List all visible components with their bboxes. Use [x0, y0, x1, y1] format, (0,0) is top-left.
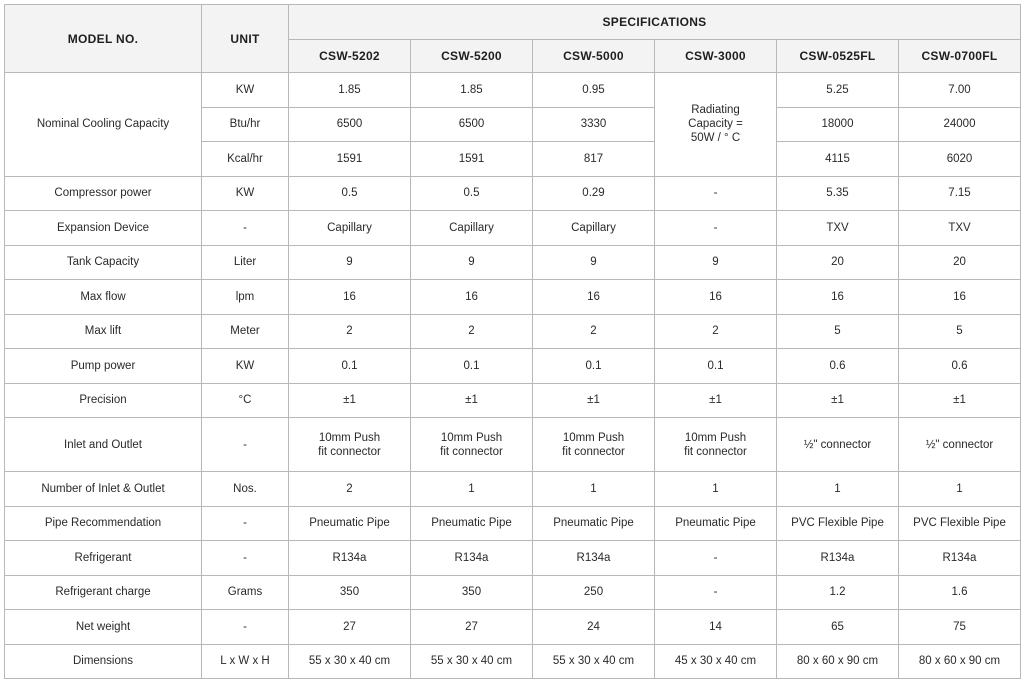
value-text: 2	[468, 325, 475, 338]
row-label: Pump power	[5, 349, 202, 384]
value-cell	[289, 418, 411, 472]
value-cell	[533, 644, 655, 679]
value-cell	[777, 383, 899, 418]
value-cell: 6020	[899, 142, 1021, 177]
value-text: 2	[346, 325, 353, 338]
value-cell	[899, 280, 1021, 315]
row-label: Net weight	[5, 610, 202, 645]
value-cell: 6500	[411, 107, 533, 142]
table-row	[5, 610, 1021, 645]
value-cell	[289, 211, 411, 246]
value-text: ½" connector	[803, 438, 872, 451]
table-row	[5, 472, 1021, 507]
value-cell	[899, 211, 1021, 246]
value-text: 2	[346, 482, 353, 495]
value-text: 0.1	[463, 359, 480, 372]
value-cell	[655, 280, 777, 315]
table-row	[5, 73, 1021, 108]
value-text: ±1	[343, 394, 356, 407]
unit-cell: -	[202, 541, 289, 576]
value-text: -	[713, 187, 718, 200]
value-text: PVC Flexible Pipe	[913, 517, 1006, 530]
value-cell	[411, 418, 533, 472]
model-header: CSW-0700FL	[899, 40, 1021, 73]
value-cell	[777, 506, 899, 541]
value-text: 14	[709, 620, 722, 633]
value-text: 16	[587, 290, 600, 303]
value-text: 350	[461, 586, 482, 599]
value-cell: 3330	[533, 107, 655, 142]
value-cell	[533, 418, 655, 472]
row-label: Number of Inlet & Outlet	[5, 472, 202, 507]
table-row	[5, 575, 1021, 610]
unit-cell: -	[202, 506, 289, 541]
value-cell	[533, 610, 655, 645]
value-cell	[533, 211, 655, 246]
value-cell	[411, 349, 533, 384]
table-row	[5, 506, 1021, 541]
value-text: R134a	[454, 551, 489, 564]
value-text: Pneumatic Pipe	[553, 517, 634, 530]
value-text: R134a	[576, 551, 611, 564]
value-cell	[289, 176, 411, 211]
value-text: 7.15	[948, 187, 971, 200]
value-text: TXV	[948, 221, 971, 234]
value-cell	[533, 245, 655, 280]
unit-cell: -	[202, 610, 289, 645]
table-row	[5, 418, 1021, 472]
model-header: CSW-0525FL	[777, 40, 899, 73]
value-cell	[533, 176, 655, 211]
value-cell	[655, 506, 777, 541]
value-cell	[289, 280, 411, 315]
value-cell: 1591	[411, 142, 533, 177]
value-text: ±1	[587, 394, 600, 407]
radiating-capacity-text: Radiating Capacity = 50W / ° C	[688, 104, 743, 145]
value-cell	[655, 418, 777, 472]
value-text: -	[713, 221, 718, 234]
value-cell	[655, 472, 777, 507]
value-cell: 817	[533, 142, 655, 177]
value-text: 24	[587, 620, 600, 633]
specifications-table	[4, 4, 1021, 679]
value-text: 20	[831, 256, 844, 269]
value-cell	[289, 506, 411, 541]
unit-cell: L x W x H	[202, 644, 289, 679]
table-row	[5, 383, 1021, 418]
value-cell	[655, 314, 777, 349]
value-cell	[899, 418, 1021, 472]
value-cell	[655, 211, 777, 246]
unit-cell: -	[202, 418, 289, 472]
specifications-header: SPECIFICATIONS	[289, 5, 1021, 40]
row-label: Inlet and Outlet	[5, 418, 202, 472]
model-header: CSW-5202	[289, 40, 411, 73]
value-text: 5	[956, 325, 963, 338]
value-cell	[777, 176, 899, 211]
value-cell	[411, 610, 533, 645]
unit-header: UNIT	[202, 5, 289, 73]
value-cell	[899, 610, 1021, 645]
radiating-capacity-cell	[655, 73, 777, 177]
unit-cell: KW	[202, 176, 289, 211]
value-cell	[777, 280, 899, 315]
value-text: 1	[590, 482, 597, 495]
unit-cell: KW	[202, 73, 289, 108]
value-text: R134a	[332, 551, 367, 564]
model-header: CSW-5200	[411, 40, 533, 73]
value-text: 10mm Push fit connector	[684, 431, 747, 458]
value-cell: 1591	[289, 142, 411, 177]
value-cell	[411, 245, 533, 280]
header-row-top	[5, 5, 1021, 40]
table-row	[5, 245, 1021, 280]
value-cell	[289, 314, 411, 349]
value-text: PVC Flexible Pipe	[791, 517, 884, 530]
value-cell: 1.85	[411, 73, 533, 108]
value-cell	[289, 644, 411, 679]
value-text: -	[713, 551, 718, 564]
value-cell	[777, 644, 899, 679]
value-text: 1	[712, 482, 719, 495]
value-text: 75	[953, 620, 966, 633]
value-text: ±1	[465, 394, 478, 407]
value-text: R134a	[942, 551, 977, 564]
value-cell	[777, 472, 899, 507]
table-row	[5, 349, 1021, 384]
value-text: 9	[712, 256, 719, 269]
value-cell	[899, 472, 1021, 507]
value-text: 2	[712, 325, 719, 338]
value-cell	[655, 176, 777, 211]
unit-cell: Nos.	[202, 472, 289, 507]
value-cell	[899, 314, 1021, 349]
value-text: 1	[834, 482, 841, 495]
value-text: ±1	[709, 394, 722, 407]
value-text: ½" connector	[925, 438, 994, 451]
model-header: CSW-5000	[533, 40, 655, 73]
row-label: Dimensions	[5, 644, 202, 679]
value-cell	[533, 314, 655, 349]
value-cell	[289, 349, 411, 384]
row-label: Compressor power	[5, 176, 202, 211]
value-text: 5	[834, 325, 841, 338]
value-cell	[533, 506, 655, 541]
value-cell	[777, 418, 899, 472]
value-text: 27	[343, 620, 356, 633]
value-cell	[411, 506, 533, 541]
value-text: 65	[831, 620, 844, 633]
value-text: 0.1	[341, 359, 358, 372]
value-text: 80 x 60 x 90 cm	[918, 655, 1001, 668]
value-cell	[289, 610, 411, 645]
value-cell	[655, 383, 777, 418]
row-label: Max flow	[5, 280, 202, 315]
value-text: 2	[590, 325, 597, 338]
value-text: Capillary	[327, 221, 372, 234]
value-cell	[777, 211, 899, 246]
value-text: 1.6	[951, 586, 968, 599]
value-text: 0.1	[585, 359, 602, 372]
value-cell	[777, 575, 899, 610]
value-cell	[655, 610, 777, 645]
row-label: Pipe Recommendation	[5, 506, 202, 541]
value-cell	[411, 575, 533, 610]
value-cell	[899, 541, 1021, 576]
value-cell	[289, 383, 411, 418]
value-text: 0.29	[582, 187, 605, 200]
value-cell	[899, 176, 1021, 211]
value-cell	[411, 176, 533, 211]
value-text: Pneumatic Pipe	[309, 517, 390, 530]
unit-cell: Grams	[202, 575, 289, 610]
value-cell	[655, 644, 777, 679]
value-text: ±1	[953, 394, 966, 407]
value-cell	[655, 349, 777, 384]
value-text: R134a	[820, 551, 855, 564]
row-label: Expansion Device	[5, 211, 202, 246]
value-cell: 5.25	[777, 73, 899, 108]
row-label: Tank Capacity	[5, 245, 202, 280]
value-text: 27	[465, 620, 478, 633]
value-cell	[533, 541, 655, 576]
value-text: 10mm Push fit connector	[562, 431, 625, 458]
row-label: Precision	[5, 383, 202, 418]
value-cell: 6500	[289, 107, 411, 142]
value-cell	[777, 314, 899, 349]
value-text: 0.6	[829, 359, 846, 372]
value-cell	[411, 644, 533, 679]
spec-table-wrapper	[4, 4, 1021, 679]
value-cell	[533, 280, 655, 315]
value-text: ±1	[831, 394, 844, 407]
value-cell	[899, 575, 1021, 610]
value-cell	[411, 211, 533, 246]
value-text: 0.1	[707, 359, 724, 372]
value-cell	[411, 472, 533, 507]
value-cell	[777, 541, 899, 576]
value-cell	[899, 245, 1021, 280]
value-text: Capillary	[571, 221, 616, 234]
value-text: 350	[339, 586, 360, 599]
value-text: 250	[583, 586, 604, 599]
unit-cell: Kcal/hr	[202, 142, 289, 177]
value-cell	[289, 472, 411, 507]
unit-cell: Meter	[202, 314, 289, 349]
value-text: Pneumatic Pipe	[431, 517, 512, 530]
unit-cell: °C	[202, 383, 289, 418]
value-text: 0.5	[463, 187, 480, 200]
value-cell	[411, 314, 533, 349]
table-row	[5, 211, 1021, 246]
value-text: 9	[346, 256, 353, 269]
value-cell	[899, 506, 1021, 541]
table-row	[5, 280, 1021, 315]
value-cell: 1.85	[289, 73, 411, 108]
value-cell	[533, 349, 655, 384]
value-text: 20	[953, 256, 966, 269]
value-cell	[655, 541, 777, 576]
value-text: 55 x 30 x 40 cm	[552, 655, 635, 668]
value-cell	[533, 472, 655, 507]
row-label: Refrigerant	[5, 541, 202, 576]
value-cell	[289, 541, 411, 576]
value-cell: 24000	[899, 107, 1021, 142]
unit-cell: lpm	[202, 280, 289, 315]
value-cell	[289, 245, 411, 280]
model-no-header: MODEL NO.	[5, 5, 202, 73]
value-cell	[899, 644, 1021, 679]
value-text: Capillary	[449, 221, 494, 234]
value-cell	[777, 610, 899, 645]
value-cell	[289, 575, 411, 610]
table-row	[5, 314, 1021, 349]
value-text: 16	[953, 290, 966, 303]
row-label: Refrigerant charge	[5, 575, 202, 610]
value-cell: 4115	[777, 142, 899, 177]
value-text: 9	[468, 256, 475, 269]
value-cell: 7.00	[899, 73, 1021, 108]
value-text: 0.5	[341, 187, 358, 200]
value-text: 55 x 30 x 40 cm	[430, 655, 513, 668]
value-text: -	[713, 586, 718, 599]
value-text: 1	[468, 482, 475, 495]
value-cell	[899, 349, 1021, 384]
unit-cell: Liter	[202, 245, 289, 280]
value-cell	[777, 349, 899, 384]
value-text: 80 x 60 x 90 cm	[796, 655, 879, 668]
row-label: Max lift	[5, 314, 202, 349]
value-text: 16	[465, 290, 478, 303]
unit-cell: KW	[202, 349, 289, 384]
value-cell: 18000	[777, 107, 899, 142]
value-text: 10mm Push fit connector	[440, 431, 503, 458]
value-text: Pneumatic Pipe	[675, 517, 756, 530]
value-text: 1	[956, 482, 963, 495]
model-header: CSW-3000	[655, 40, 777, 73]
table-row	[5, 644, 1021, 679]
value-text: 0.6	[951, 359, 968, 372]
table-row	[5, 176, 1021, 211]
table-row	[5, 541, 1021, 576]
value-text: 45 x 30 x 40 cm	[674, 655, 757, 668]
unit-cell: -	[202, 211, 289, 246]
value-cell	[533, 575, 655, 610]
value-text: 55 x 30 x 40 cm	[308, 655, 391, 668]
value-text: 10mm Push fit connector	[318, 431, 381, 458]
value-cell	[533, 383, 655, 418]
cooling-capacity-label: Nominal Cooling Capacity	[5, 73, 202, 177]
value-text: TXV	[826, 221, 849, 234]
value-text: 9	[590, 256, 597, 269]
value-cell	[655, 245, 777, 280]
value-cell: 0.95	[533, 73, 655, 108]
unit-cell: Btu/hr	[202, 107, 289, 142]
value-cell	[411, 541, 533, 576]
value-text: 5.35	[826, 187, 849, 200]
value-cell	[411, 280, 533, 315]
value-text: 16	[831, 290, 844, 303]
value-cell	[411, 383, 533, 418]
value-cell	[777, 245, 899, 280]
value-cell	[899, 383, 1021, 418]
value-cell	[655, 575, 777, 610]
value-text: 16	[709, 290, 722, 303]
value-text: 16	[343, 290, 356, 303]
value-text: 1.2	[829, 586, 846, 599]
